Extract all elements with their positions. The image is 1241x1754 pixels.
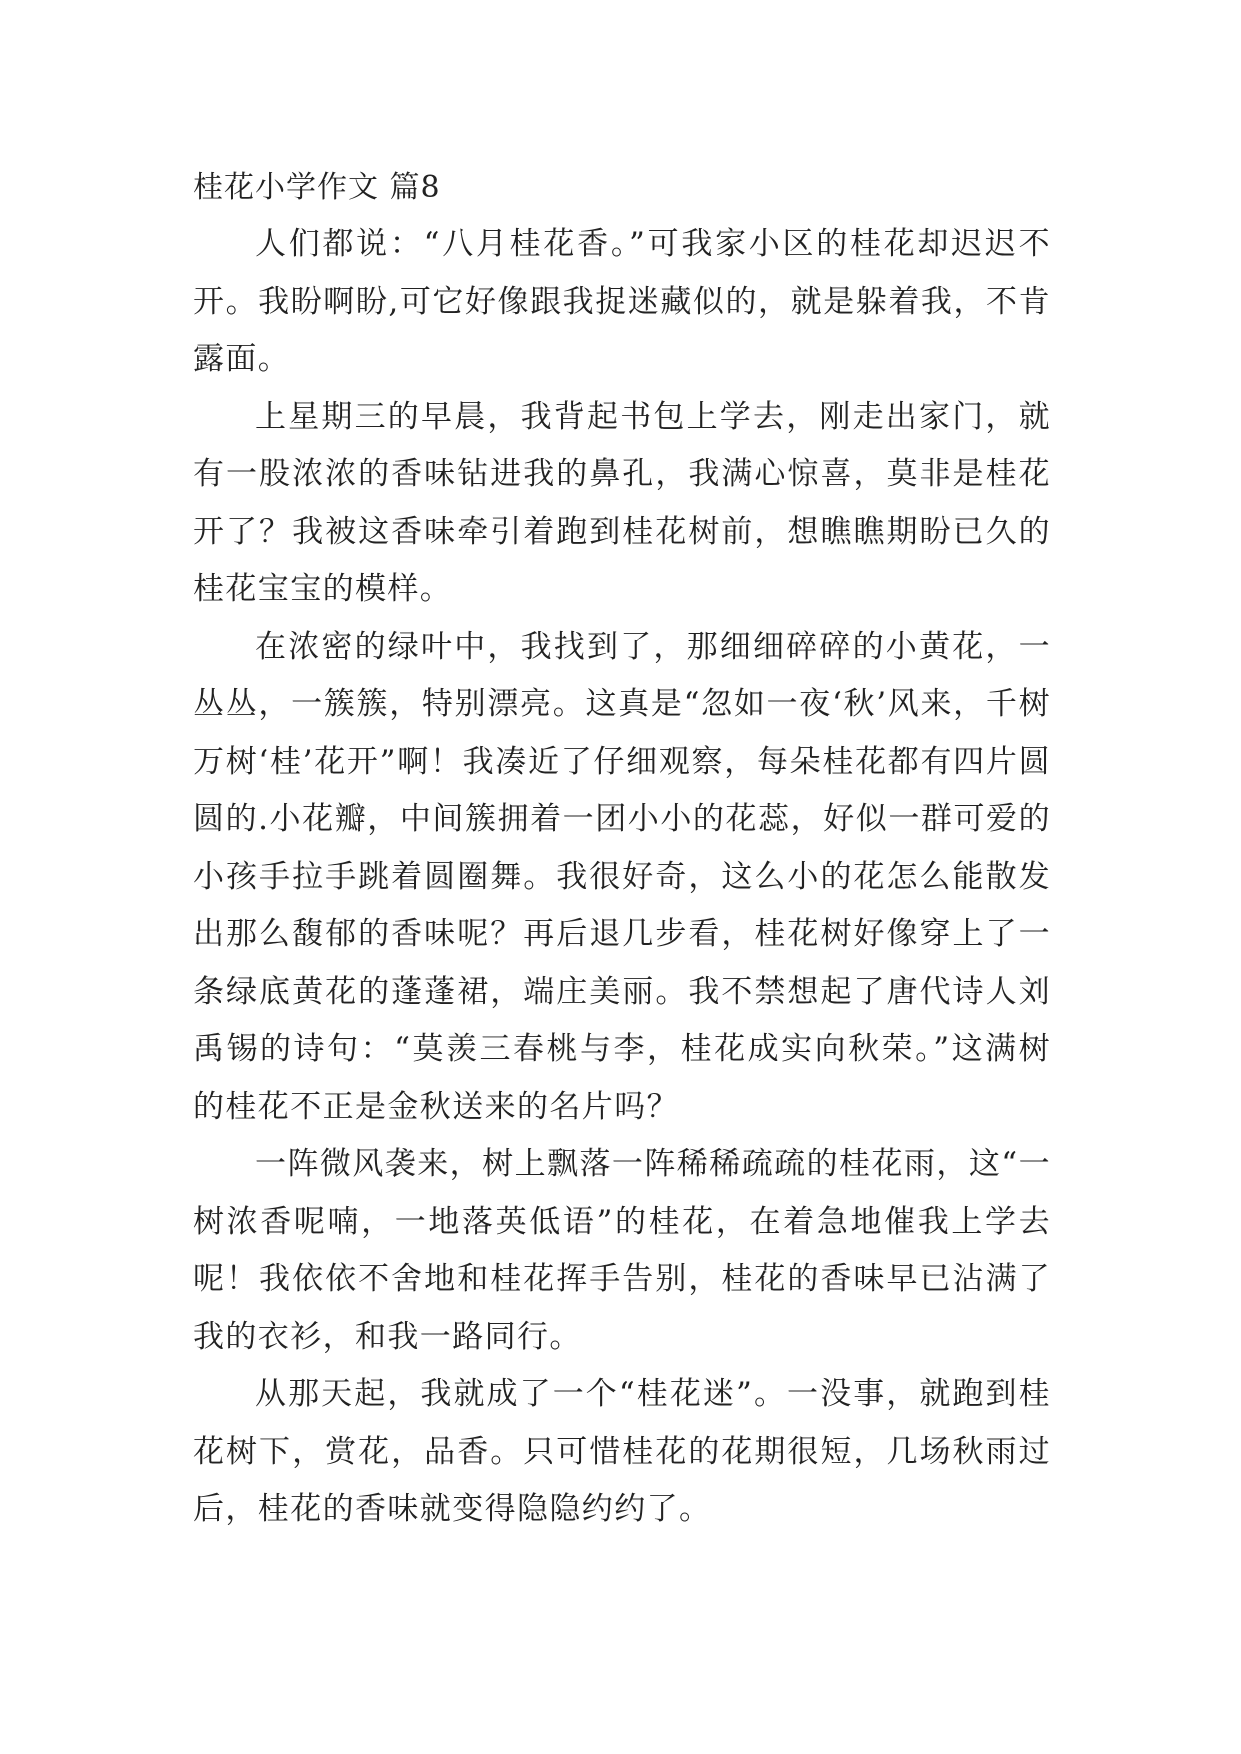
paragraph-3: 在浓密的绿叶中，我找到了，那细细碎碎的小黄花，一丛丛，一簇簇，特别漂亮。这真是“忽如一夜‘秋’风来，千树万树‘桂’花开”啊！我凑近了仔细观察，每朵桂花都有四片圆圆的.小花瓣，中间簇拥着一团小小的花蕊，好似一群可爱的小孩手拉手跳着圆圈舞。我很好奇，这么小的花怎么能散发出那么馥郁的香味呢？再后退几步看，桂花树好像穿上了一条绿底黄花的蓬蓬裙，端庄美丽。我不禁想起了唐代诗人刘禹锡的诗句：“莫羡三春桃与李，桂花成实向秋荣。”这满树的桂花不正是金秋送来的名片吗？ bbox=[193, 628, 1051, 1125]
paragraph-5: 从那天起，我就成了一个“桂花迷”。一没事，就跑到桂花树下，赏花，品香。只可惜桂花的花期很短，几场秋雨过后，桂花的香味就变得隐隐约约了。 bbox=[193, 1376, 1051, 1527]
paragraph-2: 上星期三的早晨，我背起书包上学去，刚走出家门，就有一股浓浓的香味钻进我的鼻孔，我满心惊喜，莫非是桂花开了？我被这香味牵引着跑到桂花树前，想瞧瞧期盼已久的桂花宝宝的模样。 bbox=[193, 398, 1051, 607]
document-title: 桂花小学作文 篇8 bbox=[193, 170, 441, 205]
document-page bbox=[193, 160, 1051, 1539]
paragraph-1: 人们都说：“八月桂花香。”可我家小区的桂花却迟迟不开。我盼啊盼,可它好像跟我捉迷藏似的，就是躲着我，不肯露面。 bbox=[193, 226, 1051, 377]
paragraph-4: 一阵微风袭来，树上飘落一阵稀稀疏疏的桂花雨，这“一树浓香呢喃，一地落英低语”的桂花，在着急地催我上学去呢！我依依不舍地和桂花挥手告别，桂花的香味早已沾满了我的衣衫，和我一路同行。 bbox=[193, 1146, 1051, 1355]
